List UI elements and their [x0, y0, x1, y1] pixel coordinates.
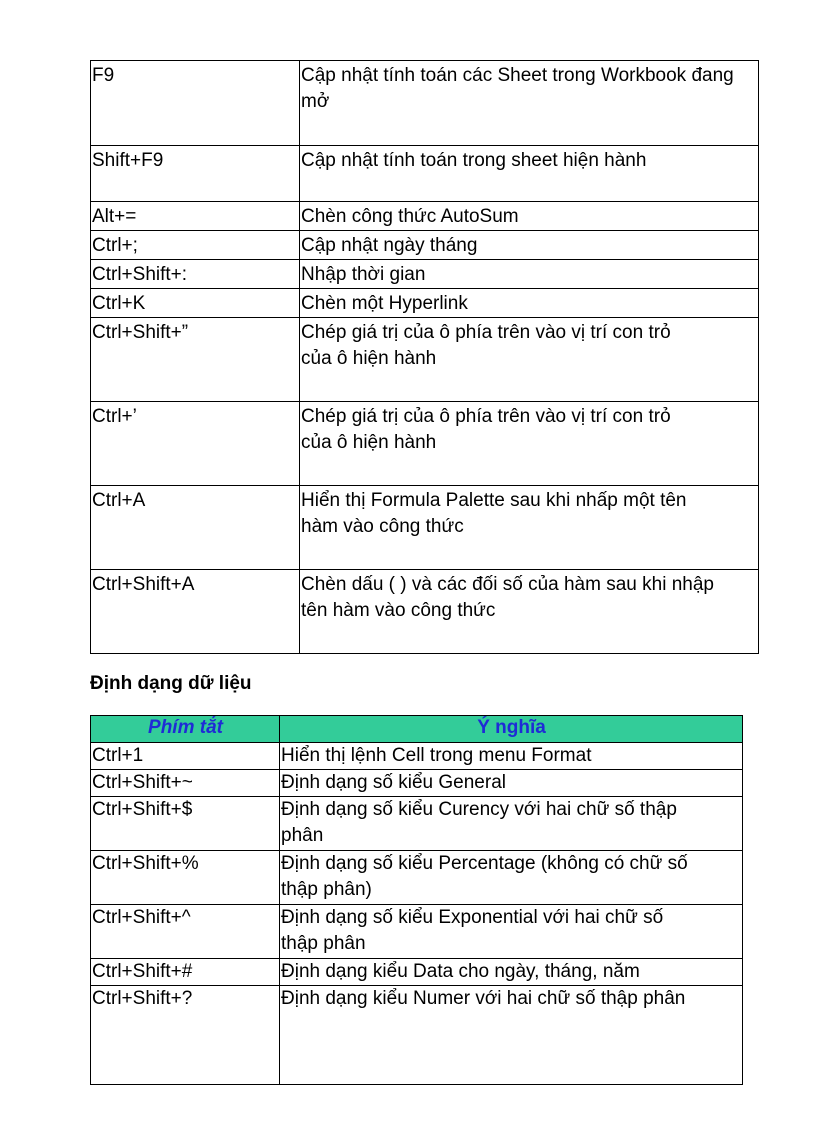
shortcut-description: Định dạng kiểu Data cho ngày, tháng, năm: [280, 959, 743, 986]
table-row: [91, 61, 759, 146]
shortcut-description: Định dạng số kiểu Curency với hai chữ số thập phân: [280, 797, 743, 851]
shortcut-key: Ctrl+Shift+~: [91, 770, 280, 797]
shortcut-description: Hiển thị Formula Palette sau khi nhấp một tên hàm vào công thức: [300, 486, 759, 570]
table-row: [91, 986, 743, 1085]
shortcut-key: Ctrl+1: [91, 743, 280, 770]
shortcut-description: Định dạng số kiểu Exponential với hai chữ số thập phân: [280, 905, 743, 959]
column-header-key: Phím tắt: [91, 716, 280, 743]
table-row: [91, 318, 759, 402]
shortcut-key: Ctrl+Shift+#: [91, 959, 280, 986]
table-row: [91, 770, 743, 797]
table-row: [91, 486, 759, 570]
shortcut-key: Ctrl+’: [91, 402, 300, 486]
shortcut-key: Ctrl+Shift+A: [91, 570, 300, 654]
shortcut-key: Ctrl+Shift+^: [91, 905, 280, 959]
shortcut-key: F9: [91, 61, 300, 146]
shortcut-key: Shift+F9: [91, 146, 300, 202]
shortcut-description: Cập nhật ngày tháng: [300, 231, 759, 260]
table-row: [91, 851, 743, 905]
shortcut-description: Chèn một Hyperlink: [300, 289, 759, 318]
shortcut-table-format: [90, 715, 743, 1085]
shortcut-description: Chèn công thức AutoSum: [300, 202, 759, 231]
shortcut-key: Ctrl+Shift+%: [91, 851, 280, 905]
shortcut-key: Ctrl+Shift+”: [91, 318, 300, 402]
shortcut-description: Chèn dấu ( ) và các đối số của hàm sau khi nhập tên hàm vào công thức: [300, 570, 759, 654]
table-row: [91, 202, 759, 231]
shortcut-description: Định dạng số kiểu General: [280, 770, 743, 797]
shortcut-description: Định dạng số kiểu Percentage (không có chữ số thập phân): [280, 851, 743, 905]
shortcut-description: Cập nhật tính toán các Sheet trong Workbook đang mở: [300, 61, 759, 146]
shortcut-key: Ctrl+A: [91, 486, 300, 570]
table-row: [91, 743, 743, 770]
shortcut-key: Ctrl+K: [91, 289, 300, 318]
table-row: [91, 797, 743, 851]
table-row: [91, 905, 743, 959]
shortcut-key: Ctrl+Shift+?: [91, 986, 280, 1085]
table-row: [91, 231, 759, 260]
shortcut-key: Ctrl+Shift+:: [91, 260, 300, 289]
shortcut-description: Hiển thị lệnh Cell trong menu Format: [280, 743, 743, 770]
table-row: [91, 260, 759, 289]
column-header-meaning: Ý nghĩa: [280, 716, 743, 743]
shortcut-description: Chép giá trị của ô phía trên vào vị trí con trỏ của ô hiện hành: [300, 402, 759, 486]
table-row: [91, 402, 759, 486]
shortcut-key: Ctrl+;: [91, 231, 300, 260]
table-row: [91, 570, 759, 654]
shortcut-description: Chép giá trị của ô phía trên vào vị trí con trỏ của ô hiện hành: [300, 318, 759, 402]
shortcut-description: Định dạng kiểu Numer với hai chữ số thập phân: [280, 986, 743, 1085]
shortcut-description: Nhập thời gian: [300, 260, 759, 289]
table-row: [91, 146, 759, 202]
table-header-row: [91, 716, 743, 743]
table-row: [91, 959, 743, 986]
shortcut-description: Cập nhật tính toán trong sheet hiện hành: [300, 146, 759, 202]
table-row: [91, 289, 759, 318]
shortcut-table-general: [90, 60, 759, 654]
shortcut-key: Ctrl+Shift+$: [91, 797, 280, 851]
section-heading: Định dạng dữ liệu: [90, 673, 252, 694]
shortcut-key: Alt+=: [91, 202, 300, 231]
